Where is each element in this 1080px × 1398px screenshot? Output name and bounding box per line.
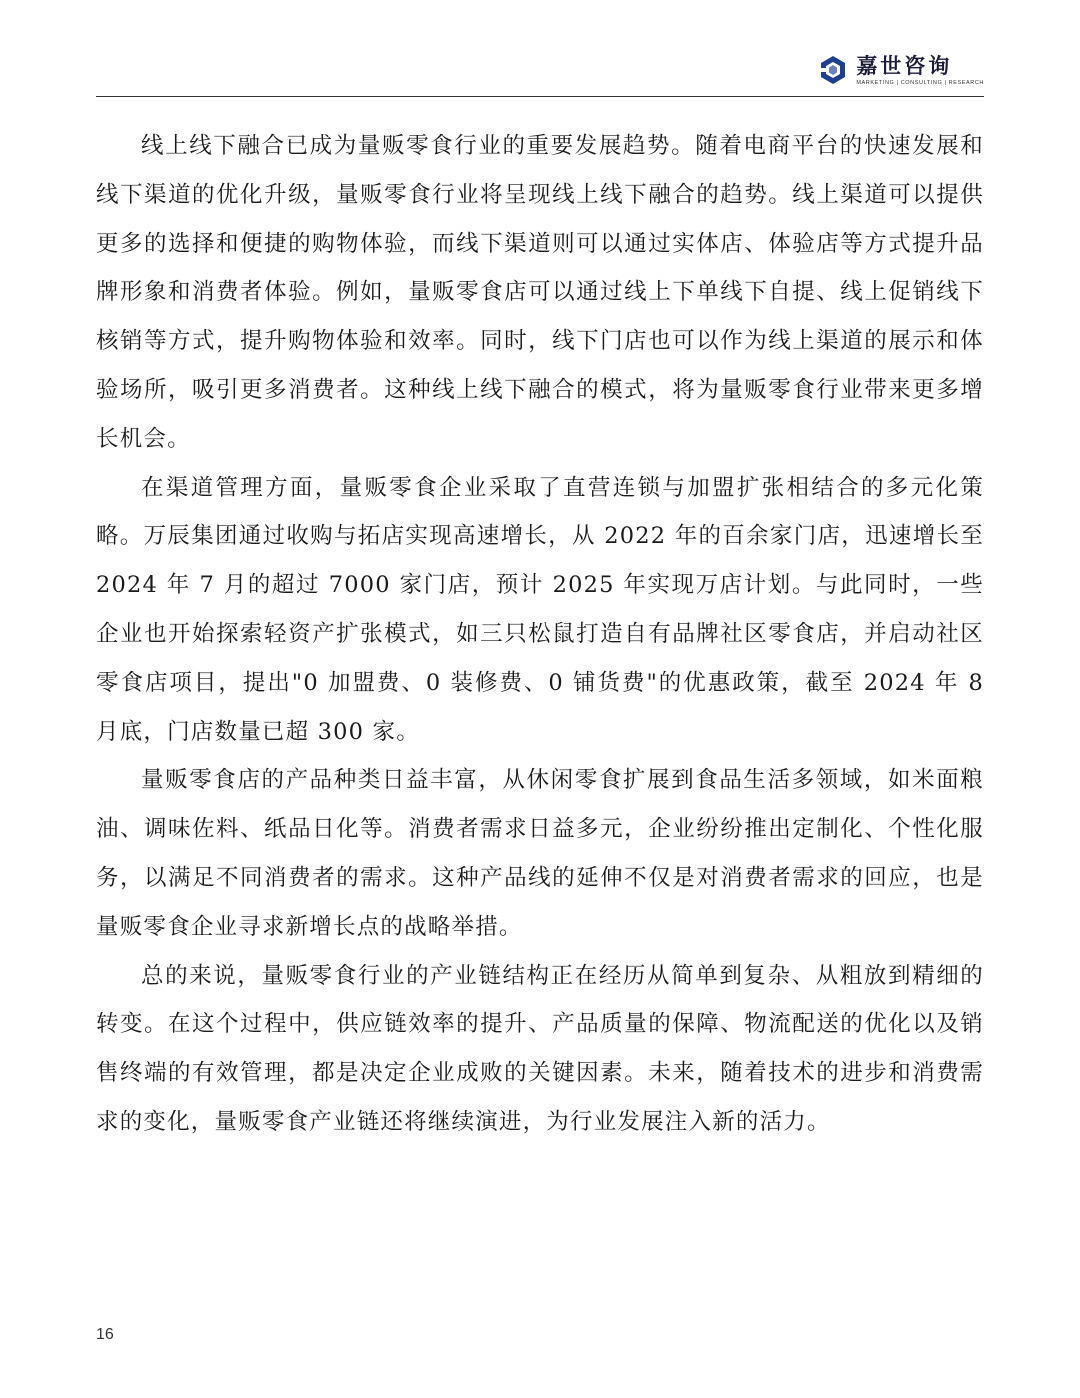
body-paragraph: 线上线下融合已成为量贩零食行业的重要发展趋势。随着电商平台的快速发展和线下渠道的优化升级，量贩零食行业将呈现线上线下融合的趋势。线上渠道可以提供更多的选择和便捷的购物体验，而线下渠道则可以通过实体店、体验店等方式提升品牌形象和消费者体验。例如，量贩零食店可以通过线上下单线下自提、线上促销线下核销等方式，提升购物体验和效率。同时，线下门店也可以作为线上渠道的展示和体验场所，吸引更多消费者。这种线上线下融合的模式，将为量贩零食行业带来更多增长机会。 xyxy=(96,133,984,452)
page-number: 16 xyxy=(96,1326,114,1343)
logo-tagline: MARKETING | CONSULTING | RESEARCH xyxy=(856,79,984,86)
jiashi-logo-icon xyxy=(818,55,848,85)
page-header xyxy=(96,40,984,97)
logo-name: 嘉世咨询 xyxy=(856,53,953,78)
body-paragraph: 在渠道管理方面，量贩零食企业采取了直营连锁与加盟扩张相结合的多元化策略。万辰集团通过收购与拓店实现高速增长，从 2022 年的百余家门店，迅速增长至 2024 年 7 月的超过 7000 家门店，预计 2025 年实现万店计划。与此同时，一些企业也开始探索轻资产扩张模式，如三只松鼠打造自有品牌社区零食店，并启动社区零食店项目，提出"0 加盟费、0 装修费、0 铺货费"的优惠政策，截至 2024 年 8 月底，门店数量已超 300 家。 xyxy=(96,474,984,745)
main-body-text xyxy=(96,122,984,1147)
company-logo xyxy=(818,48,984,92)
body-paragraph: 总的来说，量贩零食行业的产业链结构正在经历从简单到复杂、从粗放到精细的转变。在这个过程中，供应链效率的提升、产品质量的保障、物流配送的优化以及销售终端的有效管理，都是决定企业成败的关键因素。未来，随着技术的进步和消费需求的变化，量贩零食产业链还将继续演进，为行业发展注入新的活力。 xyxy=(96,962,984,1135)
logo-text xyxy=(856,54,984,87)
body-paragraph: 量贩零食店的产品种类日益丰富，从休闲零食扩展到食品生活多领域，如米面粮油、调味佐料、纸品日化等。消费者需求日益多元，企业纷纷推出定制化、个性化服务，以满足不同消费者的需求。这种产品线的延伸不仅是对消费者需求的回应，也是量贩零食企业寻求新增长点的战略举措。 xyxy=(96,767,984,940)
